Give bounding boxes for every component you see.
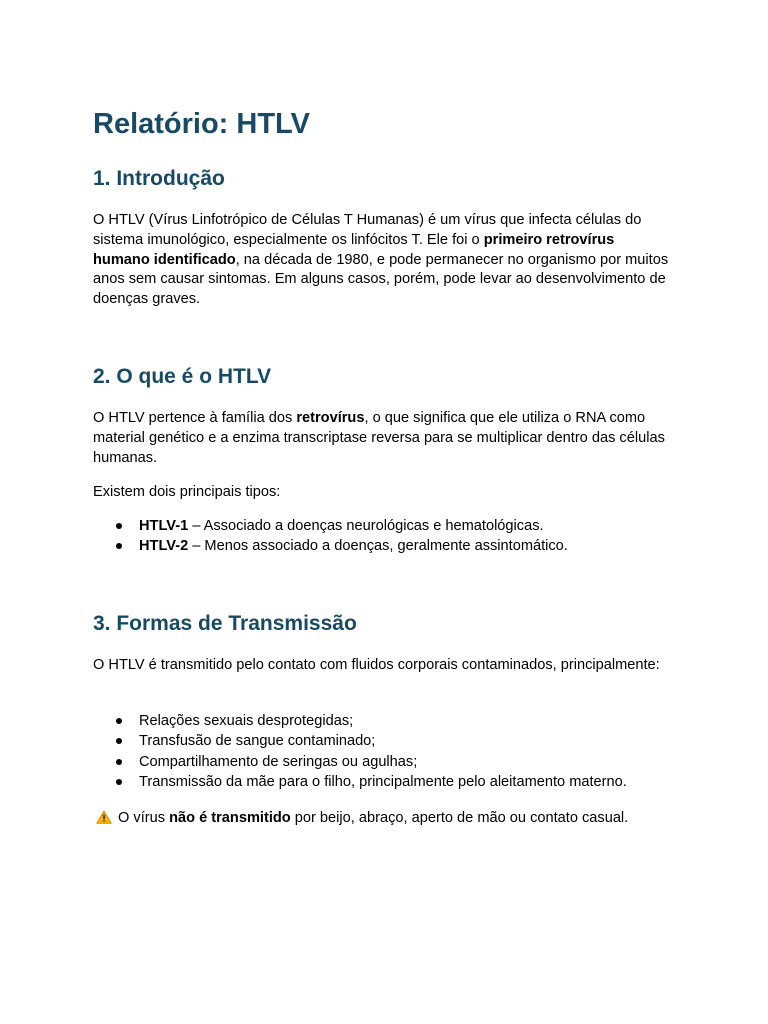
retrovirus-text-1: O HTLV pertence à família dos bbox=[93, 410, 297, 426]
warning-icon bbox=[96, 810, 112, 824]
types-list bbox=[93, 516, 683, 557]
list-item: Transfusão de sangue contaminado; bbox=[93, 731, 683, 751]
retrovirus-text-2: , o que significa que ele utiliza o RNA como material genético e a enzima transcriptase reversa para se multiplicar dentro das células humanas. bbox=[93, 410, 665, 466]
retrovirus-paragraph bbox=[93, 409, 673, 468]
intro-text-1: O HTLV (Vírus Linfotrópico de Células T Humanas) é um vírus que infecta células do sistema imunológico, especialmente os linfócitos T. Ele foi o bbox=[93, 212, 642, 248]
list-item bbox=[93, 516, 683, 536]
list-item: Transmissão da mãe para o filho, principalmente pelo aleitamento materno. bbox=[93, 772, 683, 792]
retrovirus-bold: retrovírus bbox=[296, 410, 365, 426]
type-desc: – Associado a doenças neurológicas e hematológicas. bbox=[188, 518, 544, 534]
warning-text-1: O vírus bbox=[118, 810, 170, 826]
warning-text-2: por beijo, abraço, aperto de mão ou contato casual. bbox=[290, 810, 629, 826]
warning-note bbox=[93, 809, 673, 829]
transmission-paragraph: O HTLV é transmitido pelo contato com fluidos corporais contaminados, principalmente: bbox=[93, 657, 660, 673]
section-heading-transmissao: 3. Formas de Transmissão bbox=[93, 612, 357, 635]
warning-bold: não é transmitido bbox=[169, 810, 291, 826]
section-heading-introducao: 1. Introdução bbox=[93, 167, 225, 190]
list-item bbox=[93, 536, 683, 556]
intro-paragraph bbox=[93, 211, 673, 310]
types-intro-paragraph: Existem dois principais tipos: bbox=[93, 484, 281, 500]
intro-bold: primeiro retrovírus humano identificado bbox=[93, 231, 615, 268]
section-heading-o-que-e: 2. O que é o HTLV bbox=[93, 365, 272, 388]
intro-text-2: , na década de 1980, e pode permanecer no organismo por muitos anos sem causar sintomas. Em alguns casos, porém, pode levar ao desenvolvimento de doenças graves. bbox=[93, 251, 669, 308]
document-title: Relatório: HTLV bbox=[93, 108, 310, 140]
type-desc: – Menos associado a doenças, geralmente assintomático. bbox=[188, 538, 568, 555]
transmission-list bbox=[93, 711, 683, 793]
list-item: Compartilhamento de seringas ou agulhas; bbox=[93, 752, 683, 772]
list-item: Relações sexuais desprotegidas; bbox=[93, 711, 683, 731]
type-name: HTLV-1 bbox=[139, 518, 189, 534]
type-name: HTLV-2 bbox=[139, 538, 189, 555]
